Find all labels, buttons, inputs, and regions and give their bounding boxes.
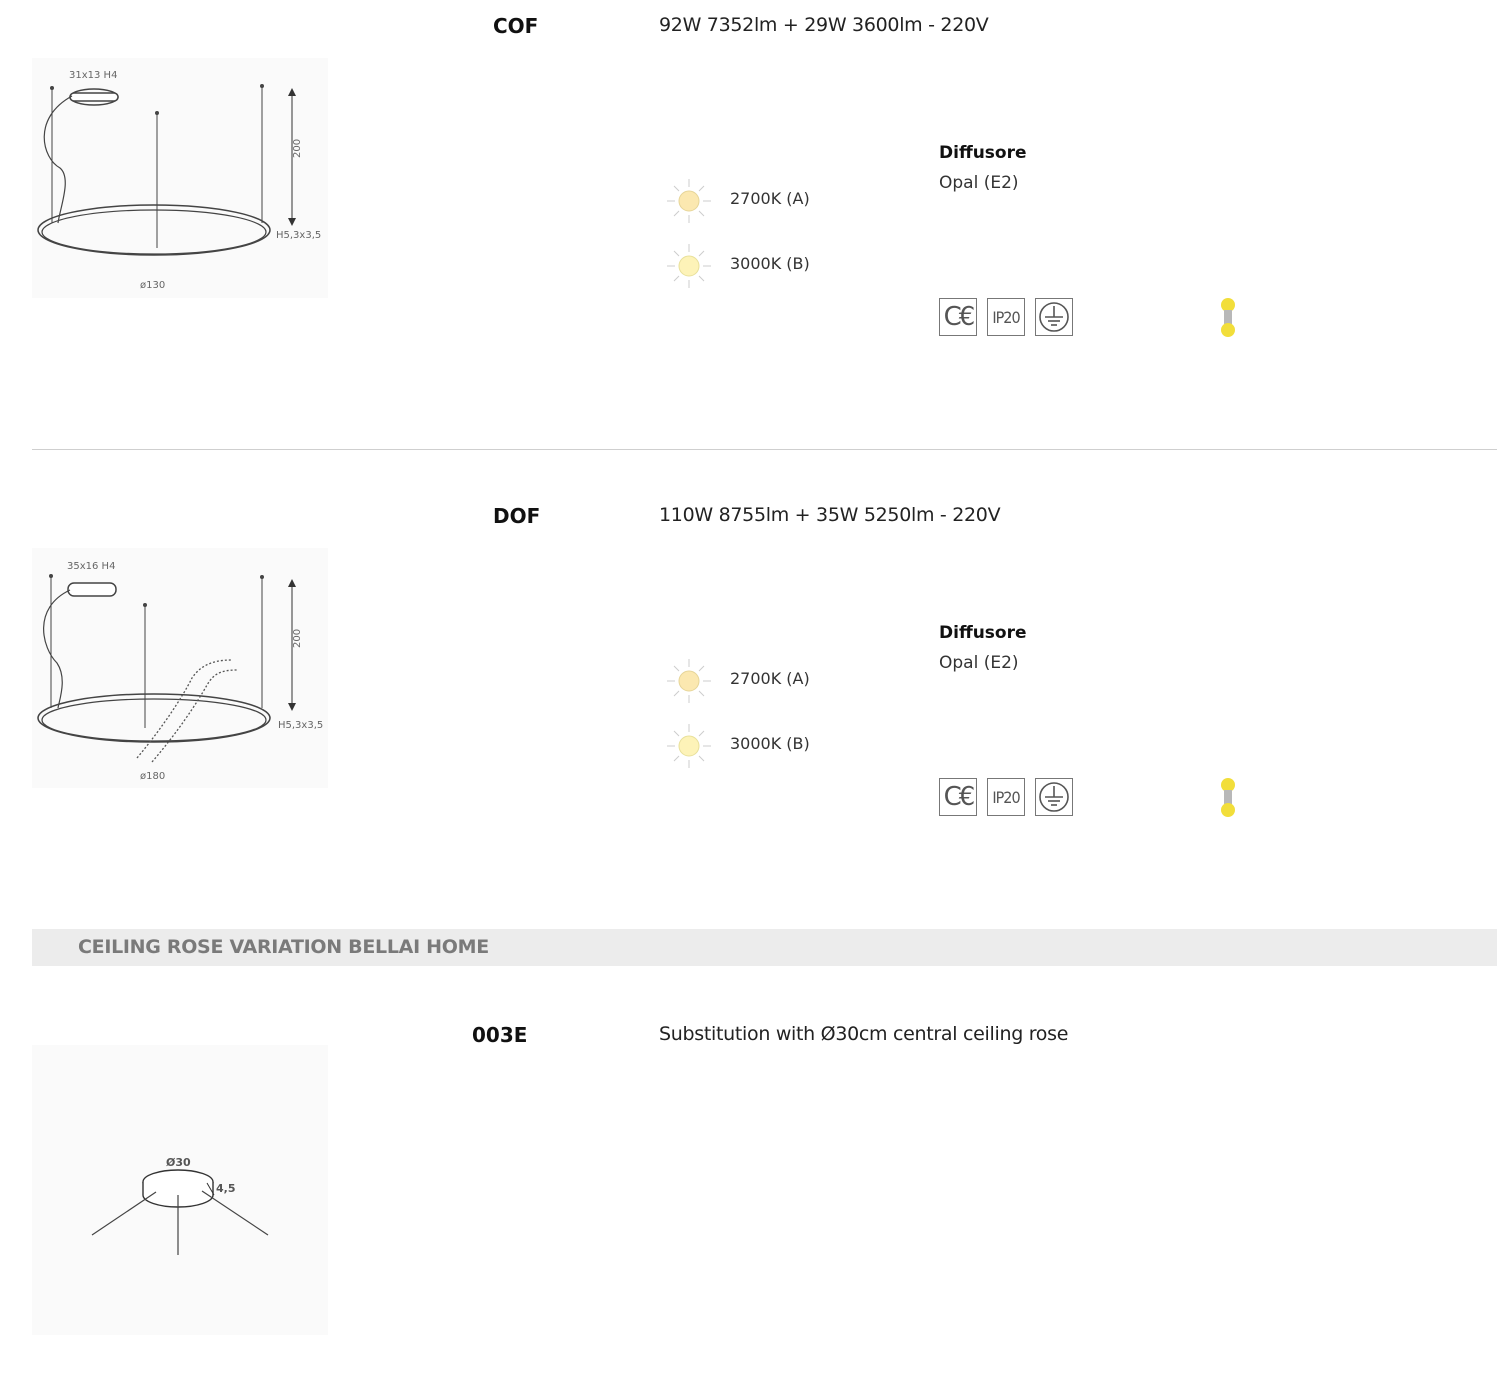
product-code: DOF bbox=[493, 504, 541, 528]
variation-description: Substitution with Ø30cm central ceiling rose bbox=[659, 1023, 1069, 1045]
diffuser-title: Diffusore bbox=[939, 143, 1027, 163]
sun-icon bbox=[664, 721, 714, 771]
earth-ground-icon bbox=[1035, 298, 1073, 336]
diffuser-title: Diffusore bbox=[939, 623, 1027, 643]
temperature-option-3000k bbox=[664, 721, 864, 771]
ce-mark-icon bbox=[939, 298, 977, 336]
ceiling-rose-diagram bbox=[32, 1045, 328, 1335]
ceiling-rose-drawing bbox=[32, 1045, 328, 1335]
canopy-dimension-label: 35x16 H4 bbox=[67, 561, 116, 572]
section-banner bbox=[32, 929, 1497, 966]
temperature-option-2700k bbox=[664, 176, 864, 226]
pendant-ring-diagram bbox=[32, 58, 328, 298]
connector-icon bbox=[1218, 297, 1238, 339]
diameter-label: ø130 bbox=[140, 280, 166, 291]
ce-mark-text: C€ bbox=[943, 782, 973, 812]
temperature-label: 2700K (A) bbox=[730, 189, 810, 208]
ip20-rating-icon bbox=[987, 298, 1025, 336]
sun-icon bbox=[664, 176, 714, 226]
section-divider bbox=[32, 449, 1497, 450]
product-drawing-cof bbox=[32, 58, 328, 298]
earth-ground-icon bbox=[1035, 778, 1073, 816]
product-code: COF bbox=[493, 14, 539, 38]
ip20-rating-icon bbox=[987, 778, 1025, 816]
rose-height-label: 4,5 bbox=[216, 1182, 236, 1195]
pendant-ring-diagram bbox=[32, 548, 328, 788]
sun-icon bbox=[664, 241, 714, 291]
ring-section-label: H5,3x3,5 bbox=[276, 230, 322, 241]
temperature-option-2700k bbox=[664, 656, 864, 706]
height-dimension-label: 200 bbox=[292, 138, 303, 158]
banner-title: CEILING ROSE VARIATION BELLAI HOME bbox=[78, 936, 489, 958]
ring-section-label: H5,3x3,5 bbox=[278, 720, 324, 731]
temperature-label: 3000K (B) bbox=[730, 734, 810, 753]
diffuser-value: Opal (E2) bbox=[939, 173, 1019, 193]
temperature-label: 3000K (B) bbox=[730, 254, 810, 273]
canopy-dimension-label: 31x13 H4 bbox=[69, 70, 118, 81]
ce-mark-text: C€ bbox=[943, 302, 973, 332]
product-drawing-dof bbox=[32, 548, 328, 788]
diffuser-value: Opal (E2) bbox=[939, 653, 1019, 673]
connector-icon bbox=[1218, 777, 1238, 819]
product-spec: 110W 8755lm + 35W 5250lm - 220V bbox=[659, 504, 1001, 526]
rose-diameter-label: Ø30 bbox=[166, 1156, 191, 1169]
ip20-text: IP20 bbox=[992, 787, 1020, 807]
temperature-label: 2700K (A) bbox=[730, 669, 810, 688]
product-spec: 92W 7352lm + 29W 3600lm - 220V bbox=[659, 14, 989, 36]
variation-code: 003E bbox=[472, 1023, 528, 1047]
sun-icon bbox=[664, 656, 714, 706]
ip20-text: IP20 bbox=[992, 307, 1020, 327]
temperature-option-3000k bbox=[664, 241, 864, 291]
ce-mark-icon bbox=[939, 778, 977, 816]
diameter-label: ø180 bbox=[140, 771, 166, 782]
height-dimension-label: 200 bbox=[292, 628, 303, 648]
